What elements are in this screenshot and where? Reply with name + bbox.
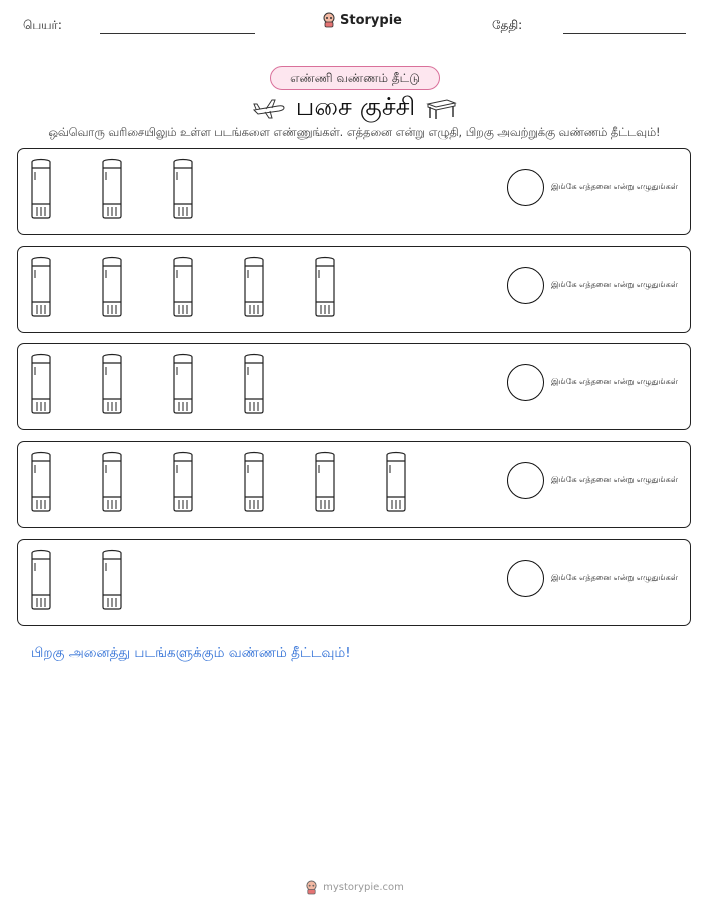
glue-stick-icon[interactable] — [101, 353, 123, 419]
answer-hint: இங்கே எத்தனை என்று எழுதுங்கள் — [551, 279, 678, 289]
storypie-mascot-icon — [322, 12, 336, 28]
answer-hint: இங்கே எத்தனை என்று எழுதுங்கள் — [551, 572, 678, 582]
counting-row — [17, 539, 691, 626]
date-line[interactable] — [563, 33, 686, 34]
title-row — [0, 92, 709, 125]
glue-stick-icon[interactable] — [385, 451, 407, 517]
glue-stick-icon[interactable] — [172, 158, 194, 224]
date-label: தேதி: — [492, 18, 523, 32]
glue-stick-icon[interactable] — [172, 353, 194, 419]
glue-stick-icon[interactable] — [30, 353, 52, 419]
brand-logo — [322, 12, 402, 28]
counting-row — [17, 246, 691, 333]
answer-circle[interactable] — [507, 462, 544, 499]
glue-stick-icon[interactable] — [101, 158, 123, 224]
site-footer — [0, 880, 709, 895]
table-icon — [425, 98, 457, 120]
glue-stick-icon[interactable] — [314, 256, 336, 322]
answer-hint: இங்கே எத்தனை என்று எழுதுங்கள் — [551, 475, 678, 485]
glue-stick-icon[interactable] — [172, 451, 194, 517]
answer-circle[interactable] — [507, 364, 544, 401]
airplane-icon — [252, 98, 286, 120]
name-label: பெயர்: — [23, 18, 62, 32]
answer-circle[interactable] — [507, 560, 544, 597]
glue-stick-icon[interactable] — [314, 451, 336, 517]
brand-name: Storypie — [340, 12, 402, 28]
counting-row — [17, 148, 691, 235]
answer-circle[interactable] — [507, 267, 544, 304]
glue-stick-icon[interactable] — [101, 451, 123, 517]
glue-stick-icon[interactable] — [172, 256, 194, 322]
storypie-mascot-icon — [305, 880, 318, 895]
glue-stick-icon[interactable] — [101, 549, 123, 615]
glue-stick-icon[interactable] — [101, 256, 123, 322]
name-line[interactable] — [100, 33, 255, 34]
instructions: ஒவ்வொரு வரிசையிலும் உள்ள படங்களை எண்ணுங்கள். எத்தனை என்று எழுதி, பிறகு அவற்றுக்கு வண்ணம் தீட்டவும்! — [48, 126, 661, 139]
activity-badge: எண்ணி வண்ணம் தீட்டு — [270, 66, 440, 90]
glue-stick-icon[interactable] — [30, 451, 52, 517]
page-title: பசை குச்சி — [295, 92, 416, 121]
answer-hint: இங்கே எத்தனை என்று எழுதுங்கள் — [551, 182, 678, 191]
glue-stick-icon[interactable] — [243, 451, 265, 517]
answer-hint: இங்கே எத்தனை என்று எழுதுங்கள் — [551, 377, 678, 387]
site-url: mystorypie.com — [323, 882, 404, 893]
counting-row — [17, 441, 691, 528]
counting-row — [17, 343, 691, 430]
glue-stick-icon[interactable] — [30, 256, 52, 322]
footer-instruction: பிறகு அனைத்து படங்களுக்கும் வண்ணம் தீட்டவும்! — [31, 645, 351, 661]
answer-circle[interactable] — [507, 169, 544, 206]
glue-stick-icon[interactable] — [30, 549, 52, 615]
glue-stick-icon[interactable] — [243, 256, 265, 322]
glue-stick-icon[interactable] — [30, 158, 52, 224]
glue-stick-icon[interactable] — [243, 353, 265, 419]
